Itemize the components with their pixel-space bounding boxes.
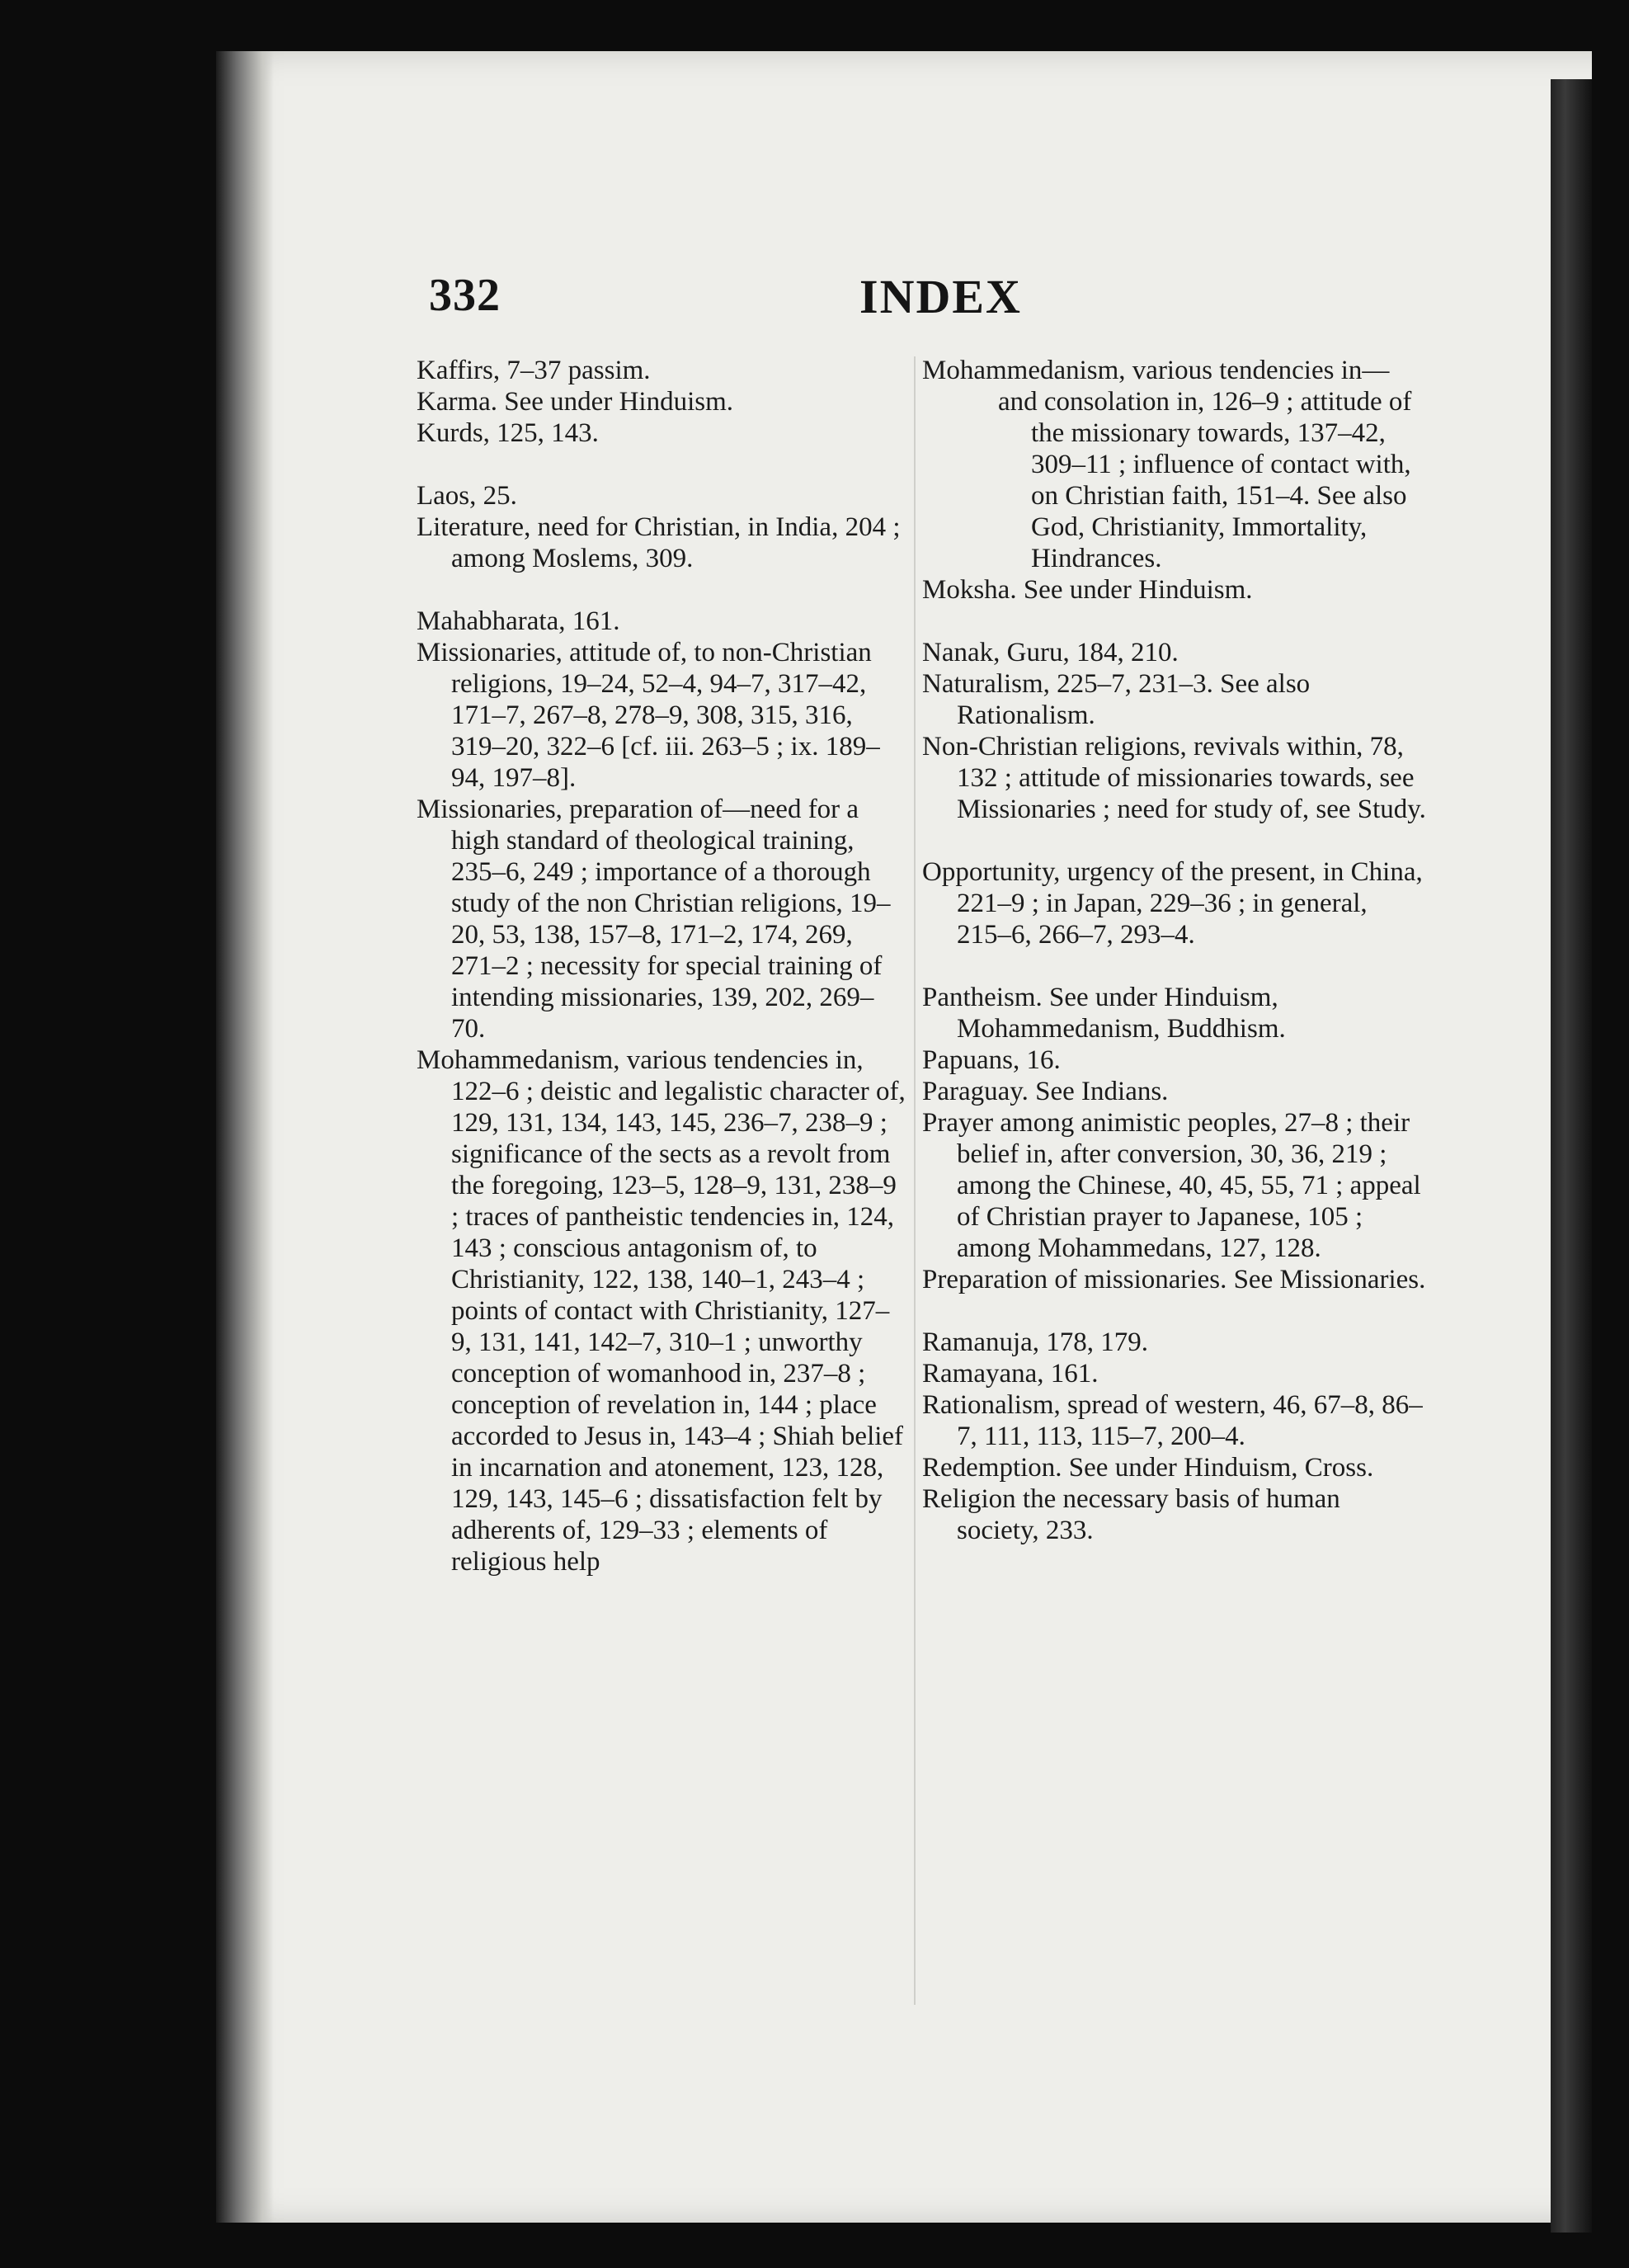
index-entry: Moksha. See under Hinduism.: [922, 575, 1253, 605]
index-entry: Religion the necessary basis of human society, 233.: [922, 1484, 1340, 1545]
index-entry: Redemption. See under Hinduism, Cross.: [922, 1453, 1374, 1483]
index-entry: Prayer among animistic peoples, 27–8 ; their belief in, after conversion, 30, 36, 219 ; among the Chinese, 40, 45, 55, 71 ; appeal of Christian prayer to Japanese, 105 ; among Mohammedans, 127, 128.: [922, 1108, 1421, 1263]
index-entry: Paraguay. See Indians.: [922, 1077, 1169, 1106]
index-entry: Preparation of missionaries. See Missionaries.: [922, 1265, 1426, 1294]
column-divider: [914, 356, 916, 2005]
index-entry: Papuans, 16.: [922, 1045, 1061, 1075]
index-entry: Mohammedanism, various tendencies in, 122–6 ; deistic and legalistic character of, 129, 131, 134, 143, 145, 236–7, 238–9 ; significance of the sects as a revolt from the foregoing, 123–5, 128–9, 131, 238–9 ; traces of pantheistic tendencies in, 124, 143 ; conscious antagonism of, to Christianity, 122, 138, 140–1, 243–4 ; points of contact with Christianity, 127–9, 131, 141, 142–7, 310–1 ; unworthy conception of womanhood in, 237–8 ; conception of revelation in, 144 ; place accorded to Jesus in, 143–4 ; Shiah belief in incarnation and atonement, 123, 128, 129, 143, 145–6 ; dissatisfaction felt by adherents of, 129–33 ; elements of religious help: [417, 1045, 906, 1577]
index-subentry: and consolation in, 126–9 ; attitude of the missionary towards, 137–42, 309–11 ; influence of contact with, on Christian faith, 151–4. See also God, Christianity, Immortality, Hindrances.: [998, 387, 1412, 573]
index-entry: Pantheism. See under Hinduism, Mohammedanism, Buddhism.: [922, 983, 1286, 1044]
index-entry: Literature, need for Christian, in India, 204 ; among Moslems, 309.: [417, 512, 901, 573]
index-entry: Missionaries, preparation of—need for a high standard of theological training, 235–6, 249 ; importance of a thorough study of the non Christian religions, 19–20, 53, 138, 157–8, 171–2, 174, 269, 271–2 ; necessity for special training of intending missionaries, 139, 202, 269–70.: [417, 795, 891, 1044]
index-entry: Karma. See under Hinduism.: [417, 387, 733, 417]
index-column-right: [922, 355, 1427, 1546]
page-header: [429, 269, 1022, 327]
index-entry: Opportunity, urgency of the present, in China, 221–9 ; in Japan, 229–36 ; in general, 215–6, 266–7, 293–4.: [922, 857, 1423, 950]
index-entry: Ramayana, 161.: [922, 1359, 1099, 1389]
book-binding-shadow: [216, 51, 274, 2223]
index-entry: Ramanuja, 178, 179.: [922, 1327, 1149, 1357]
letter-group-gap: [417, 574, 907, 606]
index-entry: Missionaries, attitude of, to non-Christian religions, 19–24, 52–4, 94–7, 317–42, 171–7, 267–8, 278–9, 308, 315, 316, 319–20, 322–6 [cf. iii. 263–5 ; ix. 189–94, 197–8].: [417, 638, 880, 793]
page-edge-shadow: [1551, 79, 1592, 2233]
index-entry: Mahabharata, 161.: [417, 606, 620, 636]
letter-group-gap: [922, 950, 1427, 982]
letter-group-gap: [922, 825, 1427, 856]
index-entry: Rationalism, spread of western, 46, 67–8, 86–7, 111, 113, 115–7, 200–4.: [922, 1390, 1423, 1451]
letter-group-gap: [922, 1295, 1427, 1327]
page-number: 332: [429, 270, 501, 321]
running-head: INDEX: [859, 270, 1022, 323]
index-entry: Non-Christian religions, revivals within, 78, 132 ; attitude of missionaries towards, see Missionaries ; need for study of, see Study.: [922, 732, 1426, 824]
index-entry: Mohammedanism, various tendencies in—: [922, 356, 1390, 385]
index-entry: Nanak, Guru, 184, 210.: [922, 638, 1179, 667]
letter-group-gap: [417, 449, 907, 480]
index-entry: Kurds, 125, 143.: [417, 418, 599, 448]
index-entry: Laos, 25.: [417, 481, 517, 511]
letter-group-gap: [922, 606, 1427, 637]
index-column-left: [417, 355, 907, 1577]
index-entry: Naturalism, 225–7, 231–3. See also Rationalism.: [922, 669, 1311, 730]
index-entry: Kaffirs, 7–37 passim.: [417, 356, 651, 385]
